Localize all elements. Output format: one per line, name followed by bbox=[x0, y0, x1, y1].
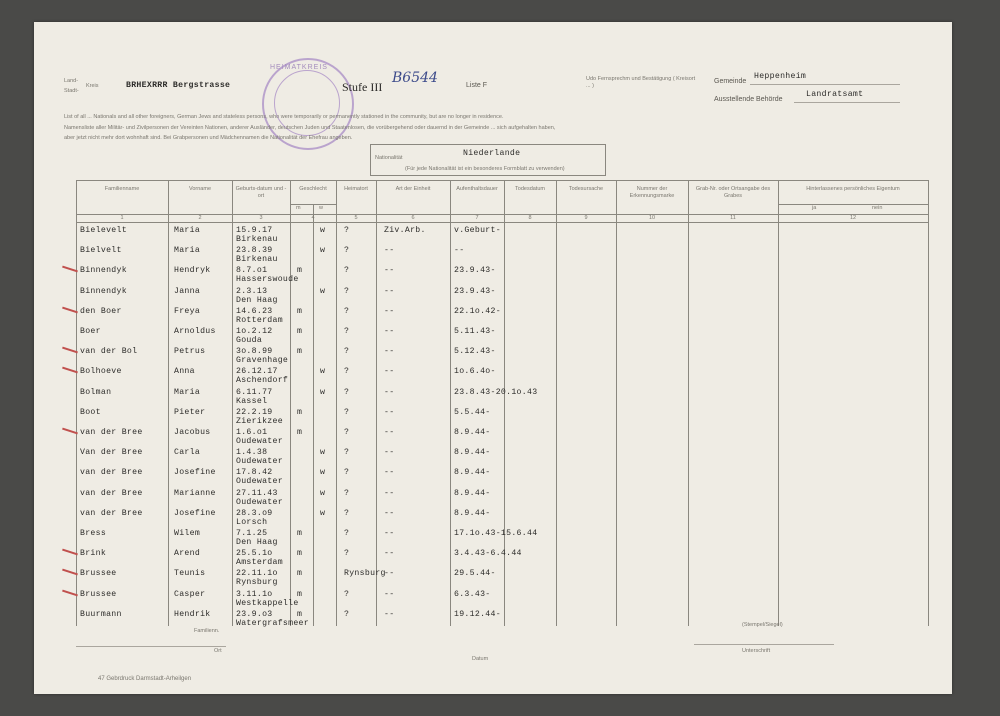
cell-geb: 22.11.1o bbox=[236, 569, 278, 579]
kreis-value: BRHEXRRR Bergstrasse bbox=[126, 81, 231, 90]
cell-vorname: Petrus bbox=[174, 347, 206, 357]
column-header-7: Aufenthaltsdauer bbox=[456, 186, 498, 192]
cell-einheit: -- bbox=[384, 428, 395, 437]
nationality-box bbox=[370, 144, 606, 176]
cell-name: van der Bree bbox=[80, 508, 143, 518]
cell-vorname: Jacobus bbox=[174, 428, 211, 437]
ausstellende-value: Landratsamt bbox=[806, 90, 864, 99]
cell-sex: m bbox=[297, 407, 303, 417]
cell-name: den Boer bbox=[80, 306, 122, 316]
cell-sex: m bbox=[297, 306, 303, 316]
cell-name: van der Bree bbox=[80, 488, 143, 498]
column-number-8: 8 bbox=[528, 215, 532, 221]
cell-name: Buurmann bbox=[80, 609, 122, 619]
cell-name: van der Bol bbox=[80, 347, 138, 357]
column-header-11: Grab-Nr. oder Ortsangabe des Grabes bbox=[695, 186, 771, 199]
cell-dauer: 22.1o.42- bbox=[454, 306, 501, 316]
cell-name: Brussee bbox=[80, 589, 117, 599]
column-header-12: Hinterlassenes persönliches Eigentum bbox=[806, 186, 900, 192]
cell-einheit: -- bbox=[384, 508, 395, 518]
stadt-label: Stadt- bbox=[64, 88, 79, 94]
cell-geb: 14.6.23 bbox=[236, 306, 273, 316]
instructions-line-2: Namensliste aller Militär- und Zivilpersonen der Vereinten Nationen, anderer Ausländer, deutschen Juden und Staatenlosen, die vorübergehend oder dauernd in der Gemeinde ... sich aufgehalten haben, bbox=[64, 125, 556, 131]
footer-datum-label: Datum bbox=[472, 656, 489, 662]
cell-sex: m bbox=[297, 347, 303, 357]
cell-vorname: Arend bbox=[174, 549, 201, 559]
printer-imprint: 47 Gebrdruck Darmstadt-Arheilgen bbox=[98, 676, 192, 682]
cell-einheit: -- bbox=[384, 529, 395, 538]
footer-left-small: Familienn. bbox=[194, 628, 220, 634]
cell-ort: Oudewater bbox=[236, 437, 283, 446]
cell-heimat: ? bbox=[344, 226, 350, 235]
cell-heimat: ? bbox=[344, 428, 350, 437]
cell-geb: 15.9.17 bbox=[236, 226, 273, 235]
cell-ort: Gouda bbox=[236, 336, 263, 345]
column-header-4: Geschlecht bbox=[299, 186, 327, 192]
column-number-3: 3 bbox=[259, 215, 263, 221]
cell-dauer: 8.9.44- bbox=[454, 508, 491, 518]
cell-vorname: Maria bbox=[174, 387, 201, 397]
cell-geb: 23.8.39 bbox=[236, 246, 273, 256]
cell-sex: m bbox=[297, 589, 303, 599]
cell-name: Binnendyk bbox=[80, 286, 127, 296]
column-header-1: Familienname bbox=[104, 186, 140, 192]
cell-ort: Westkappelle bbox=[236, 598, 299, 608]
cell-dauer: 23.9.43- bbox=[454, 266, 496, 276]
cell-dauer: 17.1o.43-15.6.44 bbox=[454, 529, 538, 538]
column-header-6: Art der Einheit bbox=[395, 186, 431, 192]
cell-dauer: 23.9.43- bbox=[454, 286, 496, 296]
cell-geb: 1.4.38 bbox=[236, 448, 268, 458]
cell-einheit: -- bbox=[384, 589, 395, 599]
cell-einheit: Ziv.Arb. bbox=[384, 226, 426, 235]
cell-vorname: Maria bbox=[174, 246, 201, 256]
cell-einheit: -- bbox=[384, 448, 395, 458]
column-header-5: Heimatort bbox=[344, 186, 368, 192]
cell-heimat: ? bbox=[344, 549, 350, 559]
cell-vorname: Arnoldus bbox=[174, 327, 216, 336]
footer-ort-label: Ort bbox=[214, 648, 222, 654]
cell-heimat: ? bbox=[344, 367, 350, 377]
document-page bbox=[34, 22, 952, 694]
cell-vorname: Freya bbox=[174, 306, 201, 316]
cell-heimat: ? bbox=[344, 488, 350, 498]
cell-ort: Amsterdam bbox=[236, 558, 283, 568]
liste-label: Liste F bbox=[466, 82, 488, 89]
gemeinde-value: Heppenheim bbox=[754, 72, 807, 81]
cell-ort: Rynsburg bbox=[236, 578, 278, 588]
ausstellende-label: Ausstellende Behörde bbox=[714, 96, 783, 103]
cell-geb: 1o.2.12 bbox=[236, 327, 273, 336]
footer-stempel-label: (Stempel/Siegel) bbox=[742, 622, 783, 628]
cell-einheit: -- bbox=[384, 569, 395, 579]
cell-geb: 6.11.77 bbox=[236, 387, 273, 397]
cell-geb: 28.3.o9 bbox=[236, 508, 273, 518]
cell-vorname: Teunis bbox=[174, 569, 206, 579]
cell-ort: Kassel bbox=[236, 396, 268, 406]
cell-heimat: ? bbox=[344, 306, 350, 316]
column-number-9: 9 bbox=[584, 215, 588, 221]
cell-einheit: -- bbox=[384, 407, 395, 417]
col12-sub-ja: ja bbox=[812, 205, 817, 211]
cell-ort: Gravenhage bbox=[236, 356, 289, 366]
cell-geb: 17.8.42 bbox=[236, 468, 273, 478]
cell-einheit: -- bbox=[384, 549, 395, 559]
cell-sex: m bbox=[297, 549, 303, 559]
cell-vorname: Janna bbox=[174, 286, 201, 296]
cell-vorname: Anna bbox=[174, 367, 195, 377]
cell-sex: m bbox=[297, 529, 303, 538]
cell-heimat: ? bbox=[344, 609, 350, 619]
cell-einheit: -- bbox=[384, 327, 395, 336]
kreis-label: Kreis bbox=[86, 83, 99, 89]
cell-dauer: 8.9.44- bbox=[454, 428, 491, 437]
cell-geb: 27.11.43 bbox=[236, 488, 278, 498]
cell-vorname: Josefine bbox=[174, 468, 216, 478]
cell-vorname: Wilem bbox=[174, 529, 201, 538]
cell-sex: m bbox=[297, 266, 303, 276]
cell-sex: w bbox=[320, 246, 326, 256]
column-header-8: Todesdatum bbox=[515, 186, 545, 192]
cell-sex: w bbox=[320, 286, 326, 296]
footer-unterschrift-label: Unterschrift bbox=[742, 648, 771, 654]
cell-heimat: ? bbox=[344, 407, 350, 417]
stufe-label: Stufe III bbox=[342, 80, 383, 94]
cell-heimat: ? bbox=[344, 286, 350, 296]
cell-vorname: Marianne bbox=[174, 488, 216, 498]
cell-heimat: ? bbox=[344, 448, 350, 458]
cell-ort: Watergrafsmeer bbox=[236, 618, 309, 628]
handwritten-number: B6544 bbox=[392, 70, 438, 86]
cell-name: Brink bbox=[80, 549, 107, 559]
column-number-4: 4 bbox=[311, 215, 315, 221]
cell-ort: Hasserswoude bbox=[236, 275, 299, 285]
cell-einheit: -- bbox=[384, 468, 395, 478]
cell-dauer: 8.9.44- bbox=[454, 468, 491, 478]
cell-sex: w bbox=[320, 226, 326, 235]
cell-geb: 22.2.19 bbox=[236, 407, 273, 417]
cell-sex: w bbox=[320, 508, 326, 518]
cell-name: Van der Bree bbox=[80, 448, 143, 458]
column-number-2: 2 bbox=[198, 215, 202, 221]
cell-dauer: 8.9.44- bbox=[454, 488, 491, 498]
cell-geb: 1.6.o1 bbox=[236, 428, 268, 437]
cell-vorname: Carla bbox=[174, 448, 201, 458]
cell-sex: w bbox=[320, 448, 326, 458]
cell-dauer: 5.12.43- bbox=[454, 347, 496, 357]
cell-ort: Den Haag bbox=[236, 295, 278, 305]
column-number-10: 10 bbox=[648, 215, 656, 221]
cell-ort: Zierikzee bbox=[236, 416, 283, 426]
cell-ort: Den Haag bbox=[236, 538, 278, 547]
note-right: Udo Fernsprechm und Bestätigung ( Kreisort ... ) bbox=[586, 76, 696, 89]
cell-einheit: -- bbox=[384, 306, 395, 316]
cell-name: Bolman bbox=[80, 387, 112, 397]
cell-geb: 3o.8.99 bbox=[236, 347, 273, 357]
cell-ort: Oudewater bbox=[236, 477, 283, 487]
cell-sex: m bbox=[297, 428, 303, 437]
land-label: Land- bbox=[64, 78, 79, 84]
cell-geb: 23.9.o3 bbox=[236, 609, 273, 619]
cell-geb: 25.5.1o bbox=[236, 549, 273, 559]
column-header-9: Todesursache bbox=[568, 186, 604, 192]
cell-name: Binnendyk bbox=[80, 266, 127, 276]
cell-name: van der Bree bbox=[80, 428, 143, 437]
cell-dauer: 3.4.43-6.4.44 bbox=[454, 549, 522, 559]
cell-sex: m bbox=[297, 569, 303, 579]
cell-name: Brussee bbox=[80, 569, 117, 579]
cell-heimat: ? bbox=[344, 529, 350, 538]
column-number-12: 12 bbox=[849, 215, 857, 221]
cell-ort: Birkenau bbox=[236, 255, 278, 265]
cell-einheit: -- bbox=[384, 286, 395, 296]
cell-dauer: 8.9.44- bbox=[454, 448, 491, 458]
instructions-line-3: aber jetzt nicht mehr dort wohnhaft sind. Bei Grabpersonen und Mädchennamen die Nationalität der Ehefrau angeben. bbox=[64, 135, 353, 141]
cell-ort: Rotterdam bbox=[236, 315, 283, 325]
cell-heimat: ? bbox=[344, 589, 350, 599]
cell-heimat: Rynsburg bbox=[344, 569, 386, 579]
cell-heimat: ? bbox=[344, 327, 350, 336]
column-number-11: 11 bbox=[730, 215, 736, 221]
column-number-5: 5 bbox=[354, 215, 358, 221]
cell-einheit: -- bbox=[384, 266, 395, 276]
geschlecht-sub-w: w bbox=[319, 205, 323, 211]
nationality-label: Nationalität bbox=[375, 155, 403, 161]
cell-heimat: ? bbox=[344, 508, 350, 518]
cell-sex: m bbox=[297, 609, 303, 619]
cell-name: van der Bree bbox=[80, 468, 143, 478]
column-number-6: 6 bbox=[411, 215, 415, 221]
cell-name: Boot bbox=[80, 407, 101, 417]
cell-heimat: ? bbox=[344, 468, 350, 478]
cell-einheit: -- bbox=[384, 246, 395, 256]
cell-dauer: v.Geburt- bbox=[454, 226, 501, 235]
column-header-10: Nummer der Erkennungsmarke bbox=[629, 186, 675, 199]
cell-sex: m bbox=[297, 327, 303, 336]
cell-vorname: Hendrik bbox=[174, 609, 211, 619]
cell-vorname: Josefine bbox=[174, 508, 216, 518]
column-number-7: 7 bbox=[475, 215, 479, 221]
cell-dauer: 5.11.43- bbox=[454, 327, 496, 336]
cell-ort: Aschendorf bbox=[236, 376, 289, 386]
cell-geb: 8.7.o1 bbox=[236, 266, 268, 276]
cell-name: Bielevelt bbox=[80, 226, 127, 235]
cell-ort: Lorsch bbox=[236, 517, 268, 527]
gemeinde-label: Gemeinde bbox=[714, 78, 747, 85]
cell-dauer: -- bbox=[454, 246, 465, 256]
cell-heimat: ? bbox=[344, 246, 350, 256]
instructions-line-1: List of all ... Nationals and all other foreigners, German Jews and stateless persons, who were temporarily or permanently stationed in the community, but are no longer in residence. bbox=[64, 114, 504, 120]
cell-name: Bielvelt bbox=[80, 246, 122, 256]
cell-geb: 7.1.25 bbox=[236, 529, 268, 538]
cell-sex: w bbox=[320, 387, 326, 397]
cell-name: Bolhoeve bbox=[80, 367, 122, 377]
cell-heimat: ? bbox=[344, 347, 350, 357]
cell-dauer: 5.5.44- bbox=[454, 407, 491, 417]
cell-vorname: Pieter bbox=[174, 407, 206, 417]
cell-geb: 3.11.1o bbox=[236, 589, 273, 599]
cell-name: Boer bbox=[80, 327, 101, 336]
cell-ort: Oudewater bbox=[236, 457, 283, 467]
cell-heimat: ? bbox=[344, 266, 350, 276]
geschlecht-sub-m: m bbox=[296, 205, 301, 211]
cell-vorname: Casper bbox=[174, 589, 206, 599]
cell-vorname: Maria bbox=[174, 226, 201, 235]
cell-dauer: 23.8.43-20.1o.43 bbox=[454, 387, 538, 397]
cell-dauer: 6.3.43- bbox=[454, 589, 491, 599]
cell-geb: 26.12.17 bbox=[236, 367, 278, 377]
cell-einheit: -- bbox=[384, 387, 395, 397]
nationality-note: (Für jede Nationalität ist ein besonderes Formblatt zu verwenden) bbox=[405, 166, 565, 172]
cell-dauer: 1o.6.4o- bbox=[454, 367, 496, 377]
column-header-2: Vorname bbox=[188, 186, 211, 192]
cell-heimat: ? bbox=[344, 387, 350, 397]
official-seal-stamp: HEIMATKREIS bbox=[262, 58, 354, 150]
cell-dauer: 29.5.44- bbox=[454, 569, 496, 579]
column-header-3: Geburts-datum und -ort bbox=[235, 186, 287, 199]
cell-name: Bress bbox=[80, 529, 107, 538]
nationality-value: Niederlande bbox=[463, 149, 521, 158]
cell-geb: 2.3.13 bbox=[236, 286, 268, 296]
cell-sex: w bbox=[320, 468, 326, 478]
cell-ort: Birkenau bbox=[236, 235, 278, 244]
cell-ort: Oudewater bbox=[236, 497, 283, 507]
cell-sex: w bbox=[320, 488, 326, 498]
cell-einheit: -- bbox=[384, 609, 395, 619]
cell-vorname: Hendryk bbox=[174, 266, 211, 276]
column-number-1: 1 bbox=[120, 215, 124, 221]
cell-sex: w bbox=[320, 367, 326, 377]
cell-einheit: -- bbox=[384, 347, 395, 357]
col12-sub-nein: nein bbox=[872, 205, 883, 211]
cell-einheit: -- bbox=[384, 488, 395, 498]
cell-dauer: 19.12.44- bbox=[454, 609, 501, 619]
cell-einheit: -- bbox=[384, 367, 395, 377]
